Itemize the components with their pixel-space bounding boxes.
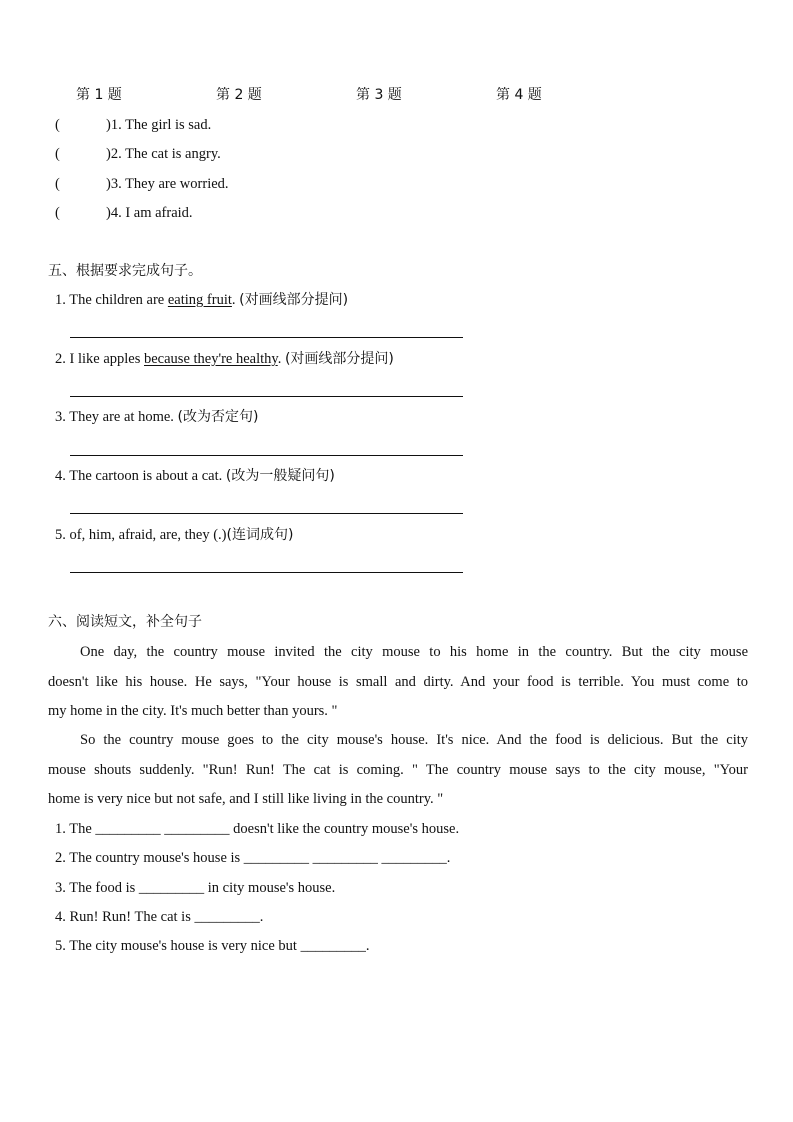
sentence-task-prompt: 5. of, him, afraid, are, they (.)(连词成句) [55,527,294,543]
question-label-1: 第 1 题 [76,87,122,103]
reading-paragraph-2: So the country mouse goes to the city mouse's house. It's nice. And the food is delicious. But the city mouse shouts suddenly. "Run! Run! The cat is coming. " The country mouse says to the city mouse, "Your home is very nice but not safe, and I still like living in the country. " [48,732,748,807]
fill-in-item[interactable]: 5. The city mouse's house is very nice but _________. [55,938,370,954]
sentence-task-prompt: 2. I like apples because they're healthy. (对画线部分提问) [55,351,394,367]
sentence-task-prompt: 3. They are at home. (改为否定句) [55,409,259,425]
fill-in-item[interactable]: 2. The country mouse's house is _________ _________ _________. [55,850,451,866]
reading-paragraph-1: One day, the country mouse invited the city mouse to his home in the country. But the city mouse doesn't like his house. He says, "Your house is small and dirty. And your food is terrible. You must come to my home in the city. It's much better than yours. " [48,644,748,719]
sentence-task-prompt: 4. The cartoon is about a cat. (改为一般疑问句) [55,468,335,484]
matching-item-text: )2. The cat is angry. [106,146,221,162]
answer-line[interactable] [70,337,463,338]
answer-blank-open[interactable]: ( [55,146,60,162]
fill-in-item[interactable]: 4. Run! Run! The cat is _________. [55,909,264,925]
answer-blank-open[interactable]: ( [55,205,60,221]
sentence-task-prompt: 1. The children are eating fruit. (对画线部分提问) [55,292,349,308]
task-instruction: (改为一般疑问句) [225,468,335,484]
underlined-phrase: because they're healthy [144,351,278,367]
answer-line[interactable] [70,455,463,456]
matching-item-text: )1. The girl is sad. [106,117,212,133]
section-5-title: 五、根据要求完成句子。 [48,263,202,279]
section-6-title: 六、阅读短文，补全句子 [48,614,202,630]
task-instruction: (对画线部分提问) [284,351,394,367]
answer-line[interactable] [70,572,463,573]
fill-in-item[interactable]: 1. The _________ _________ doesn't like the country mouse's house. [55,821,460,837]
fill-in-item[interactable]: 3. The food is _________ in city mouse's house. [55,880,336,896]
question-label-2: 第 2 题 [216,87,262,103]
task-instruction: (改为否定句) [177,409,259,425]
answer-line[interactable] [70,513,463,514]
matching-item-text: )3. They are worried. [106,176,229,192]
task-instruction: (连词成句) [226,527,294,543]
answer-line[interactable] [70,396,463,397]
matching-item-text: )4. I am afraid. [106,205,193,221]
answer-blank-open[interactable]: ( [55,176,60,192]
task-instruction: (对画线部分提问) [239,292,349,308]
underlined-phrase: eating fruit [167,292,232,308]
answer-blank-open[interactable]: ( [55,117,60,133]
question-label-4: 第 4 题 [496,87,542,103]
question-label-3: 第 3 题 [356,87,402,103]
